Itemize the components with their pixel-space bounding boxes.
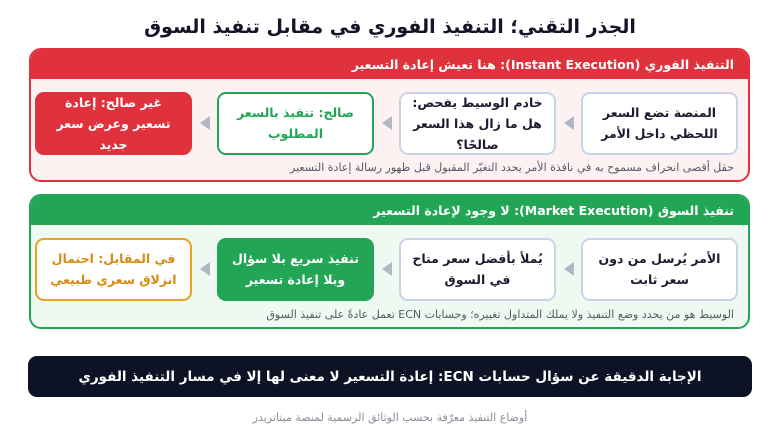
arrow-left-icon bbox=[564, 116, 574, 130]
market-step-best-price: يُملأ بأفضل سعر متاح في السوق bbox=[399, 238, 556, 301]
page-title: الجذر التقني؛ التنفيذ الفوري في مقابل تنفيذ السوق bbox=[144, 16, 636, 38]
arrow-left-icon bbox=[564, 262, 574, 276]
market-step-slippage: في المقابل: احتمال انزلاق سعري طبيعي bbox=[35, 238, 192, 301]
instant-step-broker-check: خادم الوسيط يفحص: هل ما زال هذا السعر صالحًا؟ bbox=[399, 92, 556, 155]
market-execution-header: تنفيذ السوق (Market Execution): لا وجود لإعادة التسعير bbox=[31, 196, 748, 225]
instant-note: حقل أقصى انحراف مسموح به في نافذة الأمر يحدد التغيّر المقبول قبل ظهور رسالة إعادة التسعير bbox=[290, 161, 734, 174]
answer-text: الإجابة الدقيقة عن سؤال حسابات ECN: إعادة التسعير لا معنى لها إلا في مسار التنفيذ الفوري bbox=[78, 368, 702, 385]
market-note: الوسيط هو من يحدد وضع التنفيذ ولا يملك المتداول تغييره؛ وحسابات ECN تعمل عادةً على تنفيذ السوق bbox=[266, 308, 734, 321]
instant-step-requote: غير صالح: إعادة تسعير وعرض سعر جديد bbox=[35, 92, 192, 155]
arrow-left-icon bbox=[200, 262, 210, 276]
footer-note: أوضاع التنفيذ معرّفة بحسب الوثائق الرسمية لمنصة ميتاتريدر bbox=[252, 411, 528, 424]
instant-execution-panel bbox=[29, 48, 750, 182]
arrow-left-icon bbox=[382, 262, 392, 276]
market-step-no-price: الأمر يُرسل من دون سعر ثابت bbox=[581, 238, 738, 301]
market-execution-panel bbox=[29, 194, 750, 329]
market-step-fast-fill: تنفيذ سريع بلا سؤال وبلا إعادة تسعير bbox=[217, 238, 374, 301]
instant-execution-header: التنفيذ الفوري (Instant Execution): هنا تعيش إعادة التسعير bbox=[31, 50, 748, 79]
answer-banner bbox=[28, 356, 752, 397]
instant-step-valid: صالح: تنفيذ بالسعر المطلوب bbox=[217, 92, 374, 155]
arrow-left-icon bbox=[382, 116, 392, 130]
market-flow bbox=[35, 237, 738, 301]
instant-step-platform-price: المنصة تضع السعر اللحظي داخل الأمر bbox=[581, 92, 738, 155]
instant-flow bbox=[35, 91, 738, 155]
arrow-left-icon bbox=[200, 116, 210, 130]
